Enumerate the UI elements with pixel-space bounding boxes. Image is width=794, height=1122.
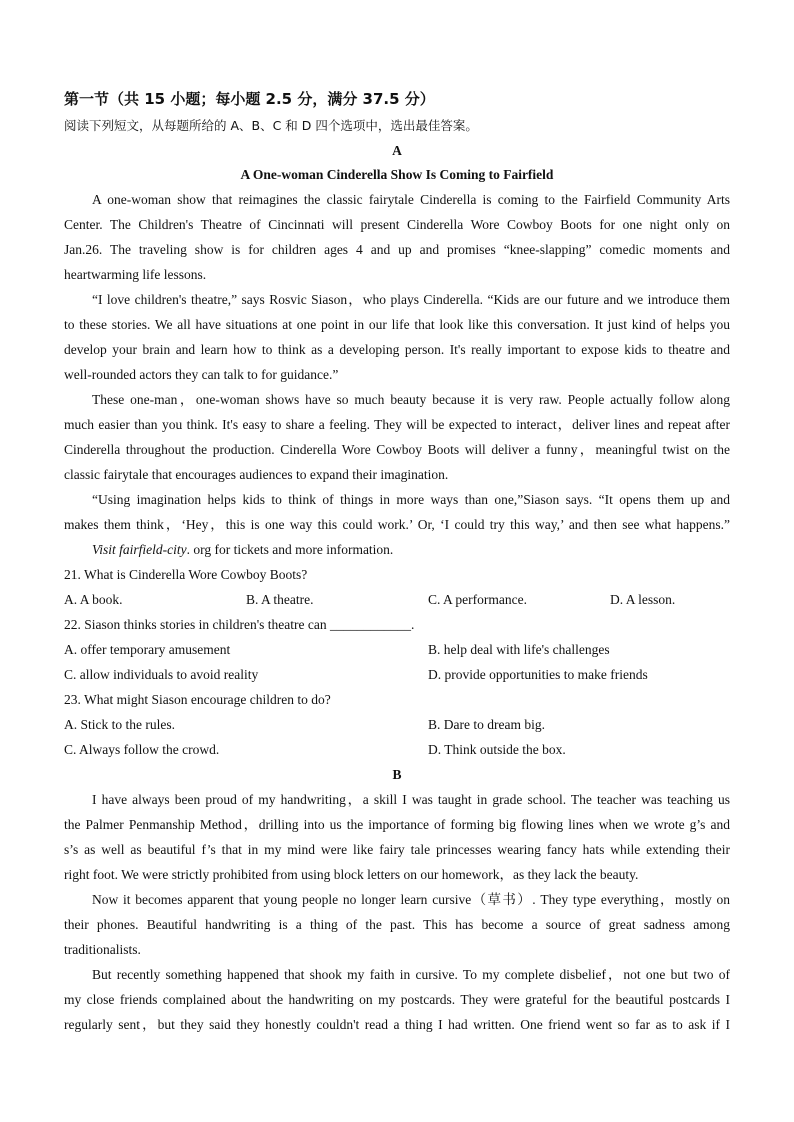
question-21-option-d: D. A lesson. <box>610 592 676 607</box>
passage-b-line: my close friends complained about the handwriting on my postcards. They were grateful for the beautiful postcards I <box>64 992 730 1007</box>
passage-a-letter: A <box>392 143 402 158</box>
passage-a-line: Cinderella throughout the production. Cinderella Wore Cowboy Boots will deliver a funny，meaningful twist on the <box>64 442 730 457</box>
passage-a-line: Center. The Children's Theatre of Cincinnati will present Cinderella Wore Cowboy Boots for one night only on <box>64 217 730 232</box>
passage-b-line: Now it becomes apparent that young people no longer learn cursive（草书）. They type everything，mostly on <box>92 892 730 907</box>
passage-a-line: Jan.26. The traveling show is for children ages 4 and up and promises “knee-slapping” comedic moments and <box>64 242 730 257</box>
passage-a-line: “Using imagination helps kids to think of things in more ways than one,”Siason says. “It opens them up and <box>92 492 730 507</box>
question-21-option-b: B. A theatre. <box>246 592 314 607</box>
passage-b-line: s’s as well as beautiful f’s that in my mind were like fairy tale princesses wearing fancy hats while extending their <box>64 842 730 857</box>
passage-b-line: traditionalists. <box>64 942 141 957</box>
question-23-stem: 23. What might Siason encourage children to do? <box>64 692 331 707</box>
question-23-option-c: C. Always follow the crowd. <box>64 742 220 757</box>
question-22-option-d: D. provide opportunities to make friends <box>428 667 648 682</box>
passage-a-line: to these stories. We all have situations at one point in our life that look like this conversation. It just kind of helps you <box>64 317 730 332</box>
passage-a-line: makes them think，‘Hey，this is one way this could work.’ Or, ‘I could try this way,’ and then see what happens.” <box>64 517 730 532</box>
passage-b-line: right foot. We were strictly prohibited from using block letters on our homework，as they lack the beauty. <box>64 867 639 882</box>
passage-b-line: their phones. Beautiful handwriting is a thing of the past. This has become a source of great sadness among <box>64 917 730 932</box>
question-23-option-b: B. Dare to dream big. <box>428 717 545 732</box>
passage-b-line: But recently something happened that shook my faith in cursive. To my complete disbelief，not one but two of <box>92 967 730 982</box>
passage-a-line: develop your brain and learn how to think as a developing person. It's really important to expose kids to theatre and <box>64 342 730 357</box>
passage-a-line: classic fairytale that encourages audiences to expand their imagination. <box>64 467 449 482</box>
question-21-stem: 21. What is Cinderella Wore Cowboy Boots? <box>64 567 308 582</box>
question-22-option-b: B. help deal with life's challenges <box>428 642 610 657</box>
instructions: 阅读下列短文，从每题所给的 A、B、C 和 D 四个选项中，选出最佳答案。 <box>64 118 478 133</box>
passage-a-line: “I love children's theatre,” says Rosvic Siason，who plays Cinderella. “Kids are our future and we introduce them <box>92 292 730 307</box>
question-21-option-a: A. A book. <box>64 592 123 607</box>
question-22-option-a: A. offer temporary amusement <box>64 642 231 657</box>
passage-a-line: These one-man，one-woman shows have so much beauty because it is very raw. People actually follow along <box>92 392 730 407</box>
passage-a-line: heartwarming life lessons. <box>64 267 207 282</box>
section-title: 第一节（共 15 小题；每小题 2.5 分，满分 37.5 分） <box>64 90 435 108</box>
passage-b-line: the Palmer Penmanship Method，drilling into us the importance of forming big flowing lines when we wrote g’s and <box>64 817 730 832</box>
passage-b-line: I have always been proud of my handwriting，a skill I was taught in grade school. The teacher was teaching us <box>92 792 730 807</box>
passage-a-line: much easier than you think. It's easy to share a feeling. They will be expected to interact，deliver lines and repeat after <box>64 417 730 432</box>
passage-b-letter: B <box>392 767 402 782</box>
passage-a-line: well-rounded actors they can talk to for guidance.” <box>64 367 339 382</box>
question-22-option-c: C. allow individuals to avoid reality <box>64 667 259 682</box>
question-23-option-a: A. Stick to the rules. <box>64 717 175 732</box>
passage-b-line: regularly sent，but they said they honestly couldn't read a thing I had written. One friend went so far as to ask if I <box>64 1017 730 1032</box>
visit-link-text: Visit fairfield-city <box>92 542 187 557</box>
visit-line <box>92 537 758 562</box>
question-22-stem: 22. Siason thinks stories in children's theatre can ____________. <box>64 617 415 632</box>
question-21-option-c: C. A performance. <box>428 592 527 607</box>
visit-rest-text: . org for tickets and more information. <box>186 542 394 557</box>
question-23-option-d: D. Think outside the box. <box>428 742 566 757</box>
passage-a-title: A One-woman Cinderella Show Is Coming to Fairfield <box>240 167 554 182</box>
passage-a-line: A one-woman show that reimagines the classic fairytale Cinderella is coming to the Fairfield Community Arts <box>92 192 730 207</box>
